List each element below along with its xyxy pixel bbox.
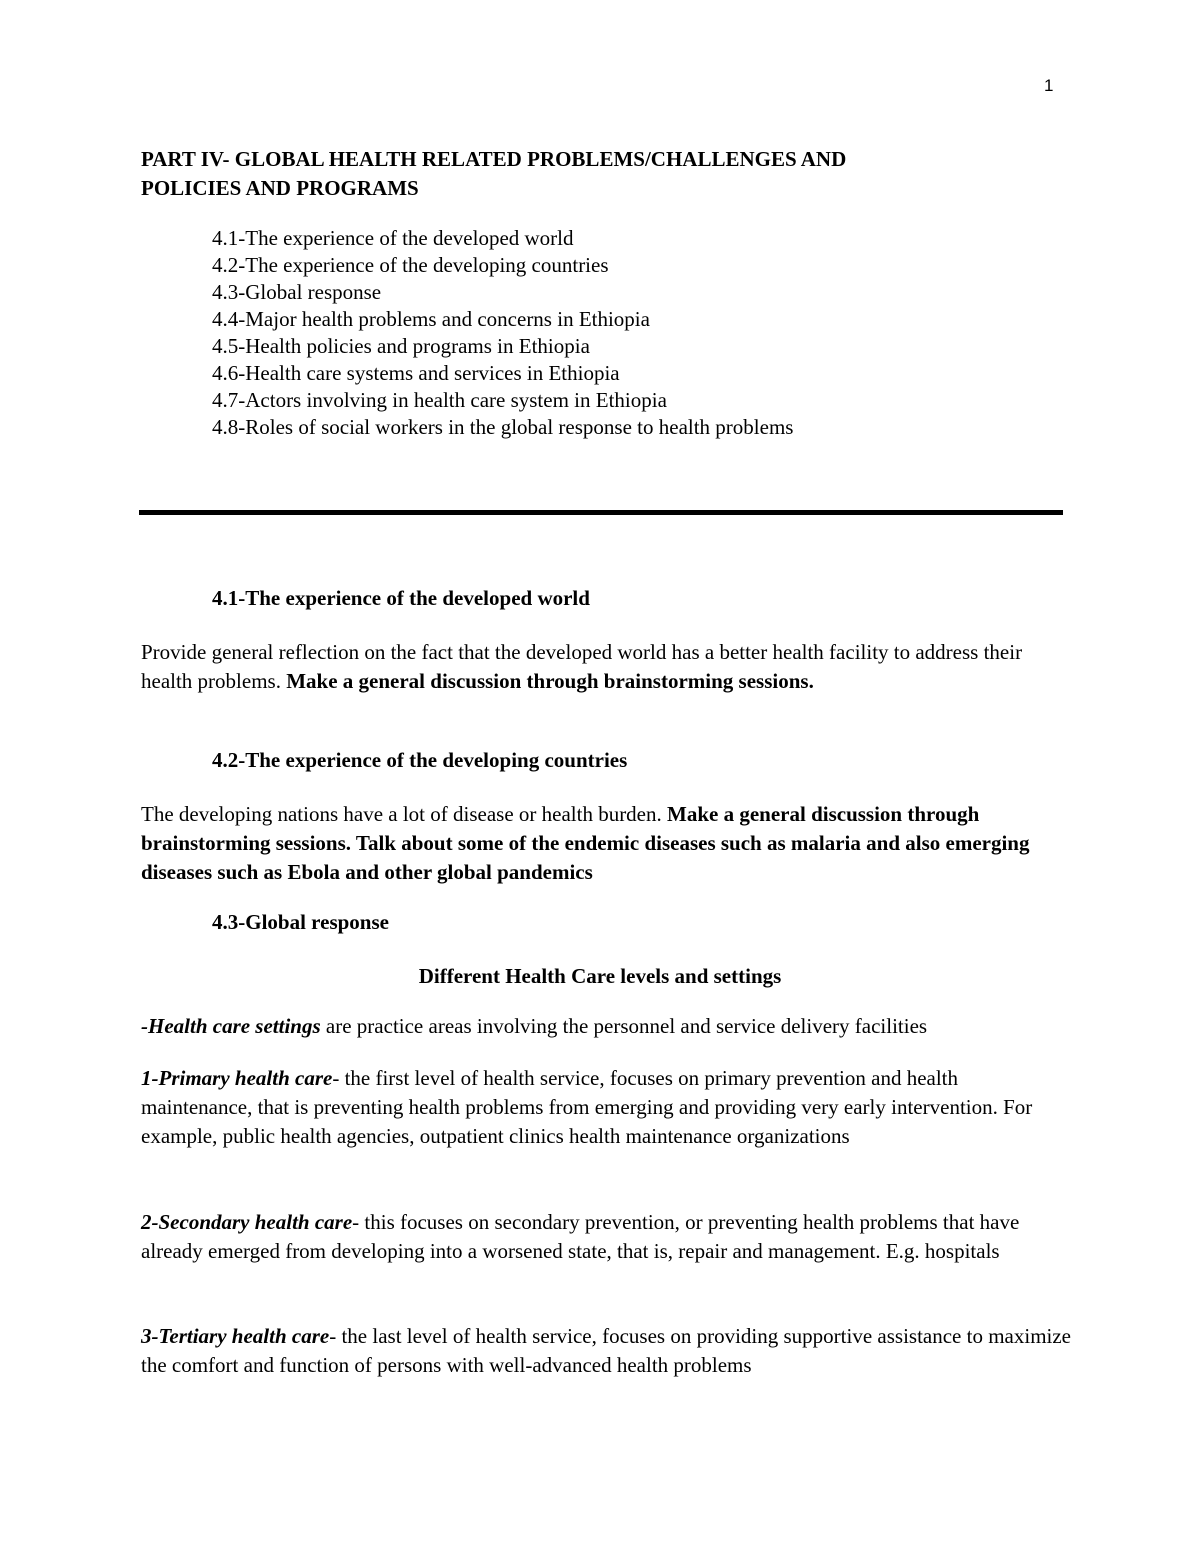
paragraph-emphasis: Make a general discussion through brainstorming sessions. Talk about some of the endemic diseases such as malaria and also emerging diseases such as Ebola and other global pandemics (141, 802, 1030, 884)
definition: are practice areas involving the personnel and service delivery facilities (320, 1014, 928, 1038)
toc-item: 4.1-The experience of the developed world (212, 226, 574, 250)
definition: - the first level of health service, focuses on primary prevention and health maintenance, that is preventing health problems from emerging and providing very early intervention. For example, public health agencies, outpatient clinics health maintenance organizations (141, 1066, 1033, 1148)
term: -Health care settings (141, 1014, 321, 1038)
term: 2-Secondary health care (141, 1210, 353, 1234)
section-heading-4-2: 4.2-The experience of the developing countries (212, 748, 628, 772)
horizontal-divider (139, 510, 1063, 515)
section-4-1-paragraph (141, 638, 1071, 696)
section-subtitle: Different Health Care levels and settings (418, 964, 782, 988)
toc-item: 4.8-Roles of social workers in the global response to health problems (212, 415, 794, 439)
toc-item: 4.6-Health care systems and services in Ethiopia (212, 361, 620, 385)
part-title-line-2: POLICIES AND PROGRAMS (141, 176, 419, 200)
paragraph-emphasis: Make a general discussion through brainstorming sessions. (286, 669, 814, 693)
toc-item: 4.4-Major health problems and concerns in Ethiopia (212, 307, 650, 331)
definition: - the last level of health service, focuses on providing supportive assistance to maximize the comfort and function of persons with well-advanced health problems (141, 1324, 1072, 1377)
tertiary-care-paragraph (141, 1322, 1071, 1380)
toc-item: 4.5-Health policies and programs in Ethiopia (212, 334, 590, 358)
table-of-contents (212, 225, 793, 441)
health-care-settings-paragraph (141, 1012, 1071, 1041)
part-title-line-1: PART IV- GLOBAL HEALTH RELATED PROBLEMS/CHALLENGES AND (141, 147, 847, 171)
secondary-care-paragraph (141, 1208, 1071, 1266)
toc-item: 4.3-Global response (212, 280, 382, 304)
paragraph-text: The developing nations have a lot of disease or health burden. (141, 802, 668, 826)
toc-item: 4.7-Actors involving in health care system in Ethiopia (212, 388, 667, 412)
definition: - this focuses on secondary prevention, or preventing health problems that have already emerged from developing into a worsened state, that is, repair and management. E.g. hospitals (141, 1210, 1020, 1263)
page-number: 1 (1044, 76, 1054, 95)
term: 1-Primary health care (141, 1066, 333, 1090)
section-heading-4-3: 4.3-Global response (212, 910, 389, 934)
toc-item: 4.2-The experience of the developing countries (212, 253, 609, 277)
paragraph-text: Provide general reflection on the fact that the developed world has a better health facility to address their health problems. (141, 640, 1023, 693)
part-title (141, 145, 1041, 203)
section-heading-4-1: 4.1-The experience of the developed world (212, 586, 590, 610)
term: 3-Tertiary health care (141, 1324, 330, 1348)
section-4-2-paragraph (141, 800, 1051, 887)
primary-care-paragraph (141, 1064, 1071, 1151)
